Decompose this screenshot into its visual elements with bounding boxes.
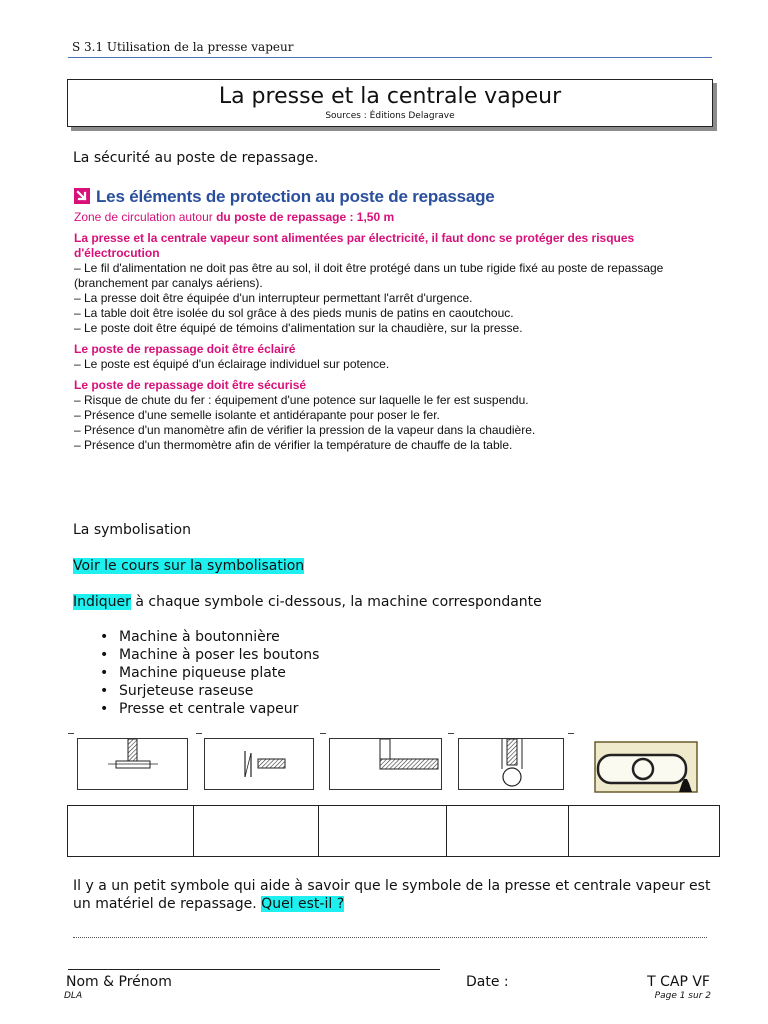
divider-tick — [196, 733, 202, 734]
answer-cell[interactable] — [68, 806, 194, 857]
electric-item: – La presse doit être équipée d'un interrupteur permettant l'arrêt d'urgence. — [74, 291, 473, 305]
electric-item: – La table doit être isolée du sol grâce à des pieds munis de patins en caoutchouc. — [74, 306, 514, 320]
instruction-line — [73, 594, 542, 610]
boxout-title: Les éléments de protection au poste de repassage — [96, 186, 495, 206]
footer-class-label: T CAP VF — [647, 974, 710, 990]
arrow-down-right-icon — [74, 188, 90, 204]
table-row — [68, 806, 720, 857]
list-item: • Machine piqueuse plate — [100, 664, 319, 682]
footer-name-label: Nom & Prénom — [66, 974, 172, 990]
divider-tick — [448, 733, 454, 734]
zone-value: du poste de repassage : 1,50 m — [216, 210, 395, 224]
answer-cell[interactable] — [319, 806, 447, 857]
section-heading-symbols: La symbolisation — [73, 522, 191, 538]
electric-item: – Le poste doit être équipé de témoins d'alimentation sur la chaudière, sur la presse. — [74, 321, 523, 335]
machine-list — [100, 628, 319, 718]
protection-boxout — [74, 188, 706, 453]
title-source: Sources : Éditions Delagrave — [325, 111, 455, 121]
instruction-text: à chaque symbole ci-dessous, la machine correspondante — [130, 594, 542, 610]
press-symbol — [594, 741, 698, 793]
list-item: • Presse et centrale vapeur — [100, 700, 319, 718]
cours-link-line — [73, 558, 304, 574]
secure-item: – Présence d'une semelle isolante et antidérapante pour poser le fer. — [74, 408, 440, 422]
running-head: S 3.1 Utilisation de la presse vapeur — [72, 40, 294, 54]
button-sewing-symbol — [77, 738, 188, 790]
overlock-symbol — [458, 738, 564, 790]
boxout-title-row — [74, 188, 706, 204]
header-rule — [68, 57, 712, 58]
light-item: – Le poste est équipé d'un éclairage individuel sur potence. — [74, 357, 390, 371]
answer-cell[interactable] — [447, 806, 569, 857]
answer-cell[interactable] — [194, 806, 319, 857]
divider-tick — [320, 733, 326, 734]
footer-date-label: Date : — [466, 974, 509, 990]
answer-table — [67, 805, 720, 857]
list-item: • Surjeteuse raseuse — [100, 682, 319, 700]
section-heading-security: La sécurité au poste de repassage. — [73, 150, 319, 166]
secure-item: – Présence d'un manomètre afin de vérifier la pression de la vapeur dans la chaudière. — [74, 423, 536, 437]
electric-heading: La presse et la centrale vapeur sont alimentées par électricité, il faut donc se protéger des risques d'électrocution — [74, 231, 635, 260]
title-box — [67, 79, 713, 127]
list-item: • Machine à poser les boutons — [100, 646, 319, 664]
answer-dotted-line[interactable] — [73, 937, 707, 938]
lockstitch-symbol — [329, 738, 442, 790]
divider-tick — [68, 733, 74, 734]
zone-label: Zone de circulation autour — [74, 210, 213, 224]
footer-page-number: Page 1 sur 2 — [654, 991, 711, 1001]
electric-item: – Le fil d'alimentation ne doit pas être au sol, il doit être protégé dans un tube rigide fixé au poste de repassage (branchement par canalys aériens). — [74, 261, 664, 290]
buttonhole-symbol — [204, 738, 314, 790]
page-title: La presse et la centrale vapeur — [218, 84, 562, 109]
name-rule — [68, 969, 440, 970]
secure-item: – Risque de chute du fer : équipement d'une potence sur laquelle le fer est suspendu. — [74, 393, 529, 407]
question-highlight: Quel est-il ? — [261, 896, 345, 912]
cours-link[interactable]: Voir le cours sur la symbolisation — [73, 558, 305, 574]
instruction-highlight: Indiquer — [73, 594, 131, 610]
question-text: Il y a un petit symbole qui aide à savoir que le symbole de la presse et centrale vapeur est un matériel de repassage. — [73, 878, 711, 912]
secure-item: – Présence d'un thermomètre afin de vérifier la température de chauffe de la table. — [74, 438, 513, 452]
list-item: • Machine à boutonnière — [100, 628, 319, 646]
light-heading: Le poste de repassage doit être éclairé — [74, 342, 296, 356]
divider-tick — [568, 733, 574, 734]
secure-heading: Le poste de repassage doit être sécurisé — [74, 378, 307, 392]
footer-author: DLA — [64, 991, 83, 1001]
answer-cell[interactable] — [569, 806, 720, 857]
zone-line — [74, 210, 706, 225]
question — [73, 877, 713, 913]
